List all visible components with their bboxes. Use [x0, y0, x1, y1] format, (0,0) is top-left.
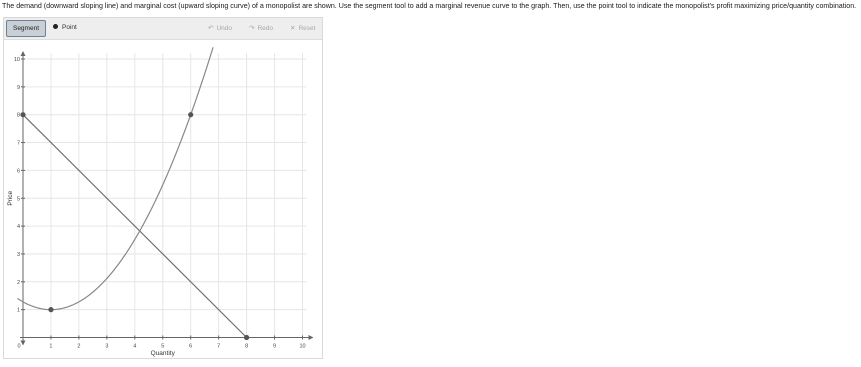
curve-point-marker [20, 112, 25, 117]
reset-label: Reset [298, 25, 316, 32]
axes [14, 51, 314, 350]
instructions-text: The demand (downward sloping line) and marginal cost (upward sloping curve) of a monopolist are shown. Use the segment tool to add a marginal revenue curve to the graph. Then, use the point tool to indicate the monopolist's profit maximizing price/quantity combination. [2, 2, 857, 10]
grid [21, 53, 307, 338]
y-tick-label: 10 [13, 57, 20, 63]
y-tick-label: 6 [16, 168, 20, 175]
y-tick-label: 7 [16, 140, 20, 147]
graph-widget [3, 17, 323, 359]
x-tick-label: 8 [245, 343, 249, 350]
y-axis-down-arrow-icon [21, 341, 26, 346]
curve-point-marker [188, 112, 193, 117]
x-icon: ✕ [290, 25, 296, 32]
curves [17, 47, 246, 337]
x-tick-label: 7 [217, 343, 221, 350]
x-tick-label: 1 [49, 343, 53, 350]
x-tick-label: 3 [105, 343, 109, 350]
y-tick-label: 1 [16, 307, 20, 314]
y-tick-label: 8 [16, 112, 20, 119]
redo-arrow-icon: ↷ [249, 25, 255, 32]
x-axis-title: Quantity [150, 350, 175, 357]
segment-tool-button[interactable]: Segment [6, 20, 46, 37]
undo-arrow-icon: ↶ [208, 25, 214, 32]
x-tick-label: 4 [133, 343, 137, 350]
y-axis-arrow-icon [21, 51, 26, 56]
x-tick-label: 9 [273, 343, 277, 350]
y-tick-label: 3 [16, 251, 20, 258]
x-tick-label: 2 [77, 343, 81, 350]
x-tick-label: 0 [17, 343, 21, 350]
curve-point-marker [244, 335, 249, 340]
x-tick-label: 6 [189, 343, 193, 350]
redo-label: Redo [257, 25, 273, 32]
graph-canvas[interactable] [4, 18, 322, 358]
curve-point-marker [48, 307, 53, 312]
x-tick-label: 5 [161, 343, 165, 350]
y-tick-label: 5 [16, 196, 20, 203]
point-tool-label: Point [62, 24, 77, 31]
y-tick-label: 2 [16, 279, 20, 286]
y-tick-label: 9 [16, 84, 20, 91]
x-tick-label: 10 [299, 343, 306, 350]
y-axis-title: Price [7, 190, 14, 206]
x-axis-arrow-icon [309, 335, 314, 340]
y-tick-label: 4 [16, 224, 20, 231]
undo-label: Undo [216, 25, 232, 32]
